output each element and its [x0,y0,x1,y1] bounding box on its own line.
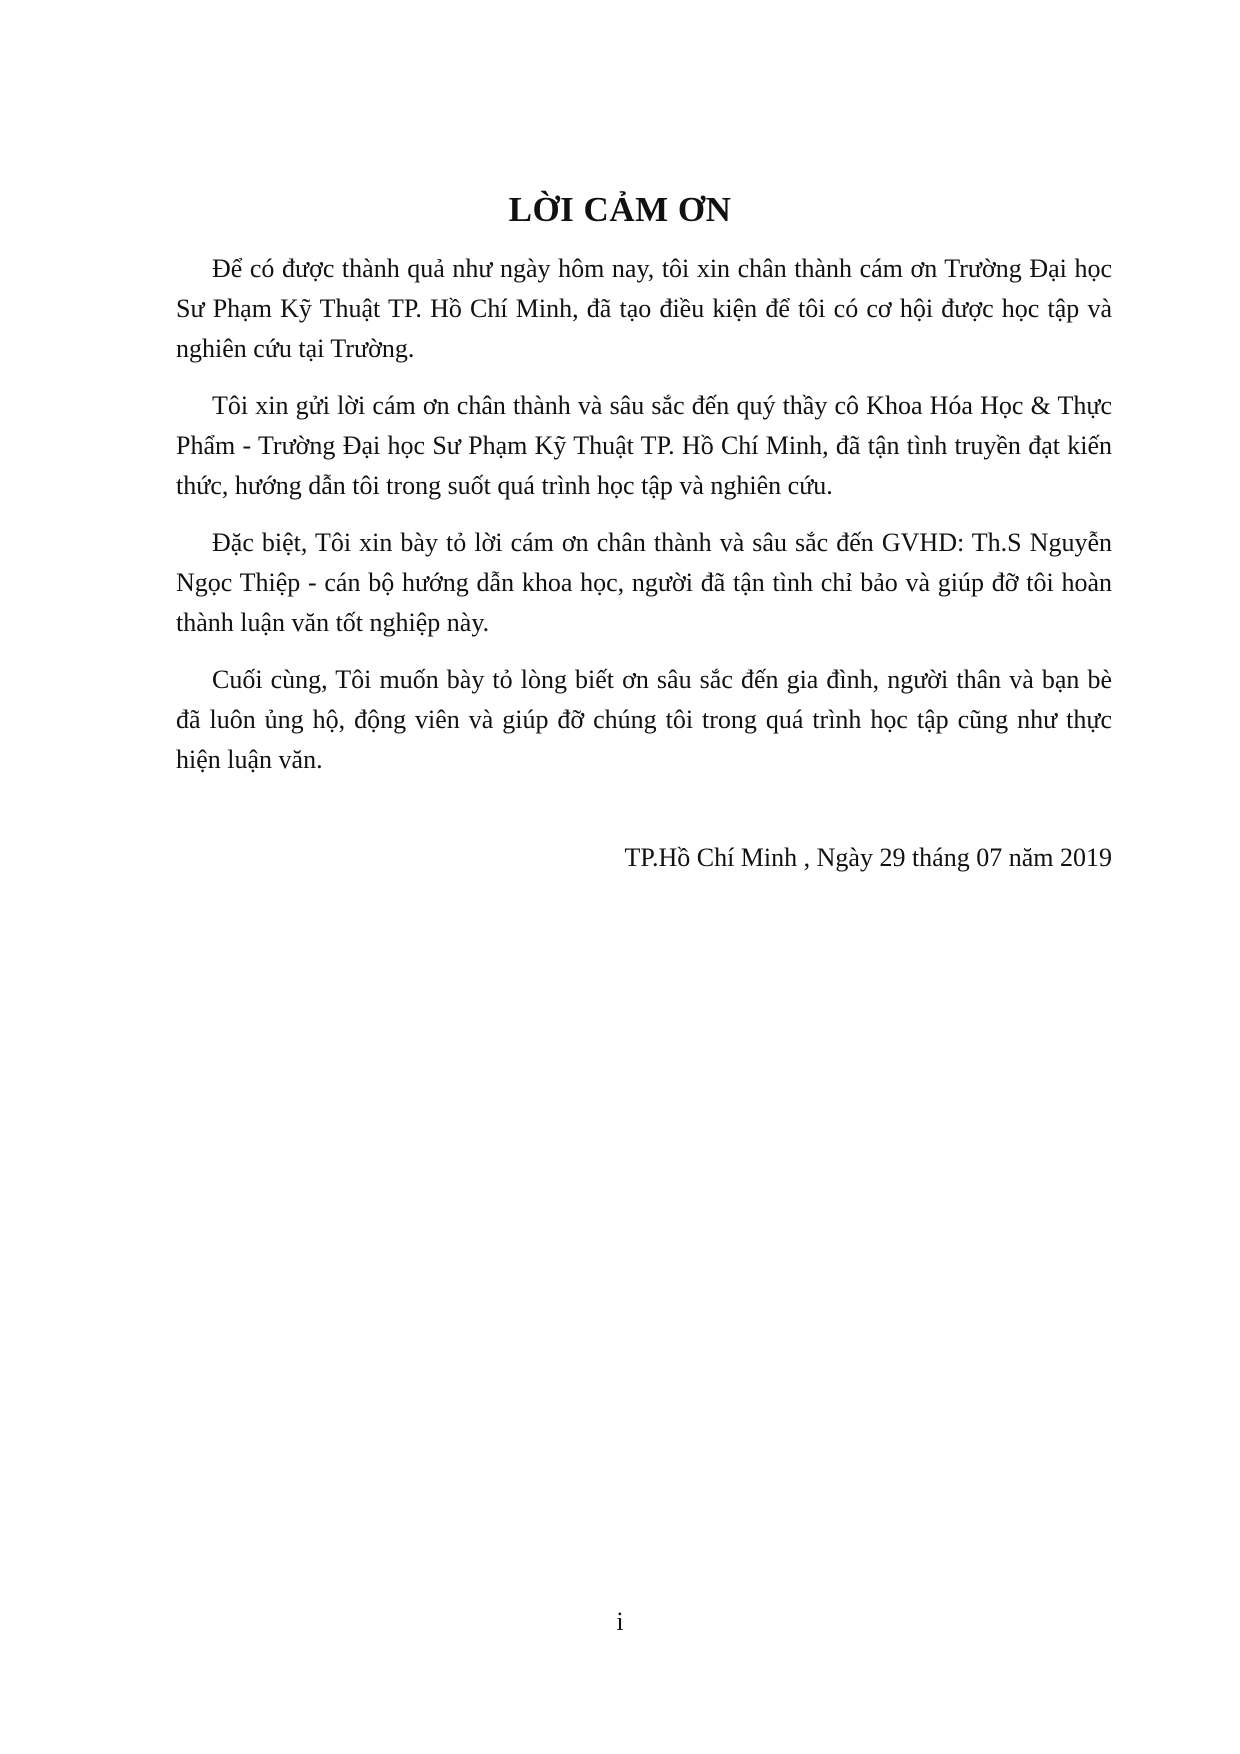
paragraph: Cuối cùng, Tôi muốn bày tỏ lòng biết ơn sâu sắc đến gia đình, người thân và bạn bè đã luôn ủng hộ, động viên và giúp đỡ chúng tôi trong quá trình học tập cũng như thực hiện luận văn. [176,665,1112,774]
place-date-signoff: TP.Hồ Chí Minh , Ngày 29 tháng 07 năm 2019 [624,843,1112,872]
page-title: LỜI CẢM ƠN [508,190,732,229]
paragraph: Đặc biệt, Tôi xin bày tỏ lời cám ơn chân thành và sâu sắc đến GVHD: Th.S Nguyễn Ngọc Thiệp - cán bộ hướng dẫn khoa học, người đã tận tình chỉ bảo và giúp đỡ tôi hoàn thành luận văn tốt nghiệp này. [176,528,1112,637]
page-number: i [616,1607,624,1636]
paragraph: Để có được thành quả như ngày hôm nay, tôi xin chân thành cám ơn Trường Đại học Sư Phạm Kỹ Thuật TP. Hồ Chí Minh, đã tạo điều kiện để tôi có cơ hội được học tập và nghiên cứu tại Trường. [176,254,1112,363]
paragraph: Tôi xin gửi lời cám ơn chân thành và sâu sắc đến quý thầy cô Khoa Hóa Học & Thực Phẩm - Trường Đại học Sư Phạm Kỹ Thuật TP. Hồ Chí Minh, đã tận tình truyền đạt kiến thức, hướng dẫn tôi trong suốt quá trình học tập và nghiên cứu. [176,391,1112,500]
acknowledgement-body [176,249,1112,797]
